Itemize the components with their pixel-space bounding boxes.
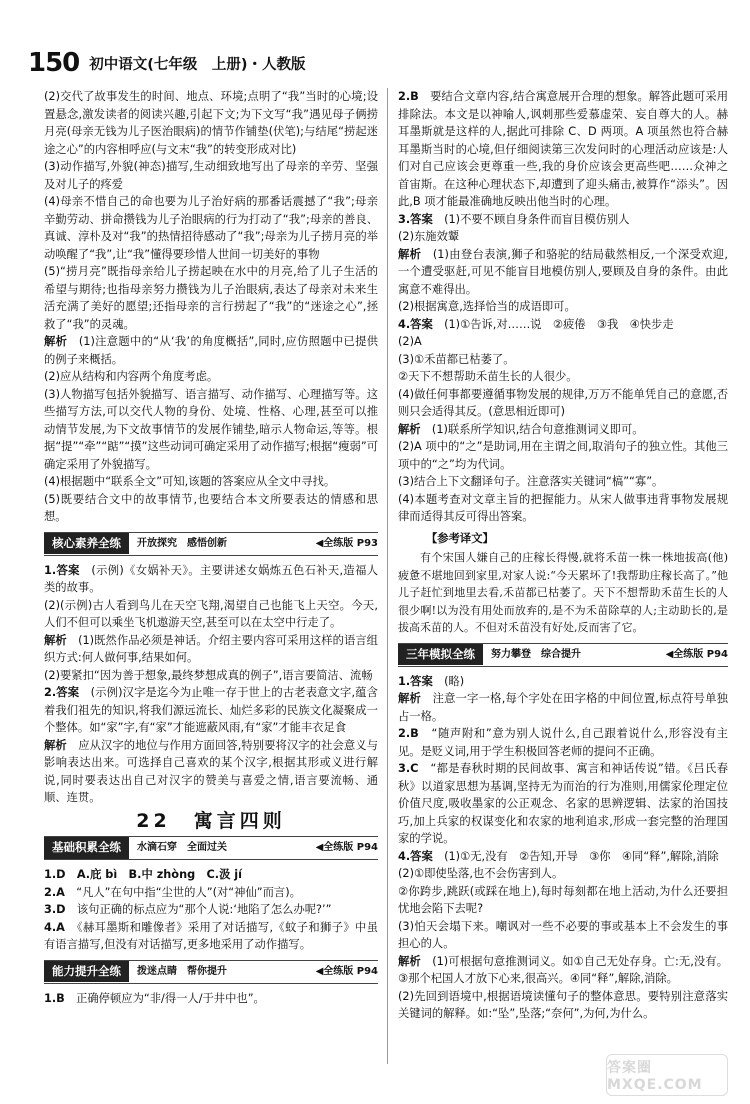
question-analysis (398, 421, 728, 439)
question-analysis: (2)先回到语境中,根据语境读懂句子的整体意思。要特别注意落实关键词的解释。如:“坠”,坠落;“奈何”,为何,为什么。 (398, 989, 728, 1020)
question-answer (44, 990, 378, 1008)
answer-label: 1.答案 (398, 674, 433, 688)
watermark-logo: 答案圈 MXQE.COM (606, 1054, 728, 1096)
section-label: 能力提升全练 (44, 961, 129, 983)
analysis-label: 解析 (398, 954, 421, 968)
question-answer: ②天下不想帮助禾苗生长的人很少。 (398, 370, 578, 383)
answer-label: 1.B (44, 991, 65, 1005)
analysis-paragraph: (3)人物描写包括外貌描写、语言描写、动作描写、心理描写等。这些描写方法,可以交代人物的身份、处境、性格、心理,甚至可以推动情节发展,为下文故事情节的发展作铺垫,暗示人物命运,等等。根据“提”“牵”“踮”“摸”这些动词可确定采用了动作描写;根据“瘦弱”可确定采用了外貌描写。 (44, 387, 378, 471)
question-analysis (44, 737, 378, 807)
analysis-paragraph: (2)应从结构和内容两个角度考虑。 (44, 370, 219, 383)
question-answer: (2)A (398, 335, 422, 348)
question-analysis: (2)根据寓意,选择恰当的成语即可。 (398, 300, 576, 313)
answer-label: 4.A (44, 920, 65, 934)
answer-paragraph: (2)交代了故事发生的时间、地点、环境;点明了“我”当时的心境;设置悬念,激发读者的阅读兴趣,引起下文;为下文写“我”遇见母子俩捞月亮(母亲无钱为儿子医治眼病)的情节作铺垫(伏笔);与结尾“捞起迷途之心”的内容相呼应(与文末“我”的转变形成对比) (44, 90, 378, 156)
answer-label: 4.答案 (398, 849, 433, 863)
question-answer: (2)(示例)古人看到鸟儿在天空飞翔,渴望自己也能飞上天空。今天,人们不但可以乘坐飞机遨游天空,甚至可以在太空中行走了。 (44, 598, 378, 629)
answer-text: (示例)《女娲补天》。主要讲述女娲炼五色石补天,造福人类的故事。 (44, 563, 378, 594)
answer-text: (略) (444, 674, 465, 688)
answer-text: “凡人”在句中指“尘世的人”(对“神仙”而言)。 (76, 885, 301, 899)
analysis-paragraph (44, 333, 378, 368)
answer-text: (1)不要不顾自身条件而盲目模仿别人 (444, 212, 630, 226)
analysis-label: 解析 (398, 422, 421, 436)
analysis-text: 应从汉字的地位与作用方面回答,特别要将汉字的社会意义与影响表达出来。可选择自己喜欢的某个汉字,根据其形或义进行解说,同时要表达出自己对汉字的赞美与喜爱之情,语言要流畅、通顺、连贯。 (44, 738, 378, 804)
section-band-three-year (398, 643, 728, 667)
analysis-text: (1)由登台表演,狮子和骆驼的结局截然相反,一个深受欢迎,一个遭受驱赶,可见不能盲目地模仿别人,要顾及自身的条件。由此寓意不难得出。 (398, 247, 728, 296)
section-ref: ◀全练版 P94 (665, 648, 728, 660)
question-analysis: (2)要紧扣“因为善于想象,最终梦想成真的例子”,语言要简洁、流畅 (44, 668, 373, 682)
answer-paragraph: (4)母亲不惜自己的命也要为儿子治好病的那番话震撼了“我”;母亲辛勤劳动、拼命攒钱为儿子治眼病的行为打动了“我”;母亲的善良、真诚、淳朴及对“我”的热情招待感动了“我”;母亲为儿子捞月亮的举动唤醒了“我”,让“我”懂得要珍惜人世间一切美好的事物 (44, 195, 378, 261)
section-band-core (44, 532, 378, 556)
left-column (44, 88, 378, 1064)
analysis-text: 注意一字一格,每个字处在田字格的中间位置,标点符号单独占一格。 (398, 692, 728, 723)
right-column (398, 88, 728, 1064)
question-answer (44, 684, 378, 737)
question-answer: (3)①禾苗都已枯萎了。 (398, 352, 515, 366)
page-number: 150 (28, 48, 80, 78)
answer-text: “都是春秋时期的民间故事、寓言和神话传说”错。《吕氏春秋》以道家思想为基调,坚持无为而治的行为准则,用儒家伦理定位价值尺度,吸收墨家的公正观念、名家的思辨逻辑、法家的治国技巧,加上兵家的权谋变化和农家的地利追求,形成一套完整的治理国家的学说。 (398, 762, 728, 845)
section-band-basic (44, 836, 378, 860)
question-answer: (2)①即使坠落,也不会伤害到人。 (398, 867, 564, 880)
question-answer (398, 725, 728, 760)
question-analysis (398, 246, 728, 299)
section-ref: ◀全练版 P94 (315, 965, 378, 977)
section-label: 基础积累全练 (44, 837, 129, 859)
section-label: 核心素养全练 (44, 533, 129, 555)
question-answer: (2)东施效颦 (398, 230, 460, 243)
question-answer: 1.D A.庇 bì B.中 zhòng C.汲 jí (44, 868, 243, 881)
question-answer (44, 562, 378, 597)
answer-text: 该句正确的标点应为“那个人说:‘地陷了怎么办呢?’” (76, 903, 332, 916)
question-analysis (398, 953, 728, 988)
question-answer: (4)做任何事都要遵循事物发展的规律,万万不能单凭自己的意愿,否则只会适得其反。(意思相近即可) (398, 387, 728, 418)
question-analysis (398, 690, 728, 725)
answer-text: 要结合文章内容,结合寓意展开合理的想象。解答此题可采用排除法。本文是以神喻人,讽刺那些爱慕虚荣、妄自尊大的人。赫耳墨斯就是这样的人,据此可排除 C、D 两项。A 项虽然也符合赫耳墨斯当时的心境,但仔细阅读第三次发问时的心理活动应该是:人们对自己应该会更尊重一些,我的身价应该会更高些吧……众神之首宙斯。在这种心理状态下,却遭到了迎头痛击,被算作“添头”。因此,B 项才能最准确地反映出他当时的心理。 (398, 90, 728, 208)
question-answer (398, 88, 728, 211)
question-answer (44, 884, 378, 902)
question-answer (398, 673, 728, 691)
analysis-paragraph: (4)根据题中“联系全文”可知,该题的答案应从全文中寻找。 (44, 475, 336, 488)
question-answer (398, 848, 728, 866)
section-slogan: 开放探究 感悟创新 (137, 537, 227, 549)
analysis-label: 解析 (44, 738, 67, 752)
reference-translation-title: 【参考译文】 (426, 531, 494, 545)
answer-label: 2.B (398, 90, 419, 103)
answer-text: “随声附和”意为别人说什么,自己跟着说什么,形容没有主见。是贬义词,用于学生积极回答老师的提问不正确。 (398, 727, 728, 758)
answer-label: 1.答案 (44, 563, 80, 577)
section-slogan: 努力攀登 综合提升 (491, 648, 581, 660)
page-header (28, 48, 710, 78)
question-answer (398, 211, 728, 229)
analysis-text: (1)注意题中的“从‘我’的角度概括”,同时,应仿照题中已提供的例子来概括。 (44, 335, 378, 366)
book-title: 初中语文(七年级 上册)・人教版 (89, 56, 306, 73)
question-answer: (3)怕天会塌下来。嘲讽对一些不必要的事或基本上不会发生的事担心的人。 (398, 919, 728, 950)
section-label: 三年模拟全练 (398, 644, 483, 666)
question-answer (44, 901, 378, 919)
question-answer: ②你跨步,跳跃(或踩在地上),每时每刻都在地上活动,为什么还要担忧地会陷下去呢? (398, 884, 728, 915)
lesson-title: 22 寓言四则 (136, 809, 286, 832)
answer-label: 3.答案 (398, 212, 433, 226)
question-answer (398, 760, 728, 848)
question-analysis (44, 632, 378, 667)
answer-paragraph: (3)动作描写,外貌(神态)描写,生动细致地写出了母亲的辛劳、坚强及对儿子的疼爱 (44, 160, 378, 191)
answer-paragraph: (5)“捞月亮”既指母亲给儿子捞起映在水中的月亮,给了儿子生活的希望与期待;也指母亲努力攒钱为儿子治眼病,表达了母亲对未来生活充满了美好的愿望;还指母亲的言行捞起了“我”的“迷途之心”,拯救了“我”的灵魂。 (44, 265, 378, 331)
analysis-label: 解析 (398, 247, 422, 261)
question-analysis: (4)本题考查对文章主旨的把握能力。从宋人做事违背事物发展规律而适得其反可得出答案。 (398, 492, 728, 523)
answer-text: (1)①无,没有 ②告知,开导 ③你 ④同“释”,解除,消除 (444, 849, 719, 863)
analysis-label: 解析 (44, 633, 67, 647)
analysis-text: (1)既然作品必须是神话。介绍主要内容可采用这样的语言组织方式:何人做何事,结果如何。 (44, 633, 378, 664)
section-ref: ◀全练版 P93 (315, 537, 378, 549)
answer-label: 2.答案 (44, 686, 80, 699)
analysis-paragraph: (5)既要结合文中的故事情节,也要结合本文所要表达的情感和思想。 (44, 492, 378, 523)
analysis-label: 解析 (398, 692, 422, 705)
question-analysis: (2)A 项中的“之”是助词,用在主谓之间,取消句子的独立性。其他三项中的“之”均为代词。 (398, 440, 728, 471)
answer-label: 3.D (44, 903, 66, 916)
section-band-ability (44, 960, 378, 984)
answer-label: 2.A (44, 885, 65, 899)
reference-translation: 有个宋国人嫌自己的庄稼长得慢,就将禾苗一株一株地拔高(他)疲惫不堪地回到家里,对家人说:“今天累坏了!我帮助庄稼长高了。”他儿子赶忙到地里去看,禾苗都已枯萎了。天下不想帮助禾苗生长的人很少啊!以为没有用处而放弃的,是不为禾苗除草的人;主动助长的,是拔高禾苗的人。不但对禾苗没有好处,反而害了它。 (398, 551, 728, 634)
column-divider (387, 88, 388, 1064)
section-slogan: 拨迷点睛 帮你提升 (137, 965, 227, 977)
analysis-label: 解析 (44, 335, 68, 348)
question-analysis: (3)结合上下文翻译句子。注意落实关键词“槁”“寡”。 (398, 475, 664, 488)
section-ref: ◀全练版 P94 (315, 842, 378, 854)
answer-text: 《赫耳墨斯和雕像者》采用了对话描写,《蚊子和狮子》中虽有语言描写,但没有对话描写,更多地采用了动作描写。 (44, 920, 378, 951)
answer-label: 2.B (398, 727, 419, 740)
answer-text: 正确停顿应为“非/得一人/于井中也”。 (76, 991, 265, 1005)
question-answer (44, 919, 378, 954)
answer-label: 4.答案 (398, 317, 433, 331)
answer-label: 3.C (398, 762, 419, 775)
question-answer (398, 316, 728, 334)
answer-text: (示例)汉字是迄今为止唯一存于世上的古老表意文字,蕴含着我们祖先的知识,将我们源远流长、灿烂多彩的民族文化凝聚成一个整体。如“家”字,有“家”才能遮蔽风雨,有“家”才能丰衣足食 (44, 686, 378, 734)
analysis-text: (1)可根据句意推测词义。如①自己无处存身。亡:无,没有。③那个杞国人才放下心来,很高兴。④同“释”,解除,消除。 (398, 954, 728, 985)
section-slogan: 水滴石穿 全面过关 (137, 842, 227, 854)
analysis-text: (1)联系所学知识,结合句意推测词义即可。 (431, 422, 644, 436)
answer-text: (1)①告诉,对……说 ②疲倦 ③我 ④快步走 (444, 317, 674, 331)
